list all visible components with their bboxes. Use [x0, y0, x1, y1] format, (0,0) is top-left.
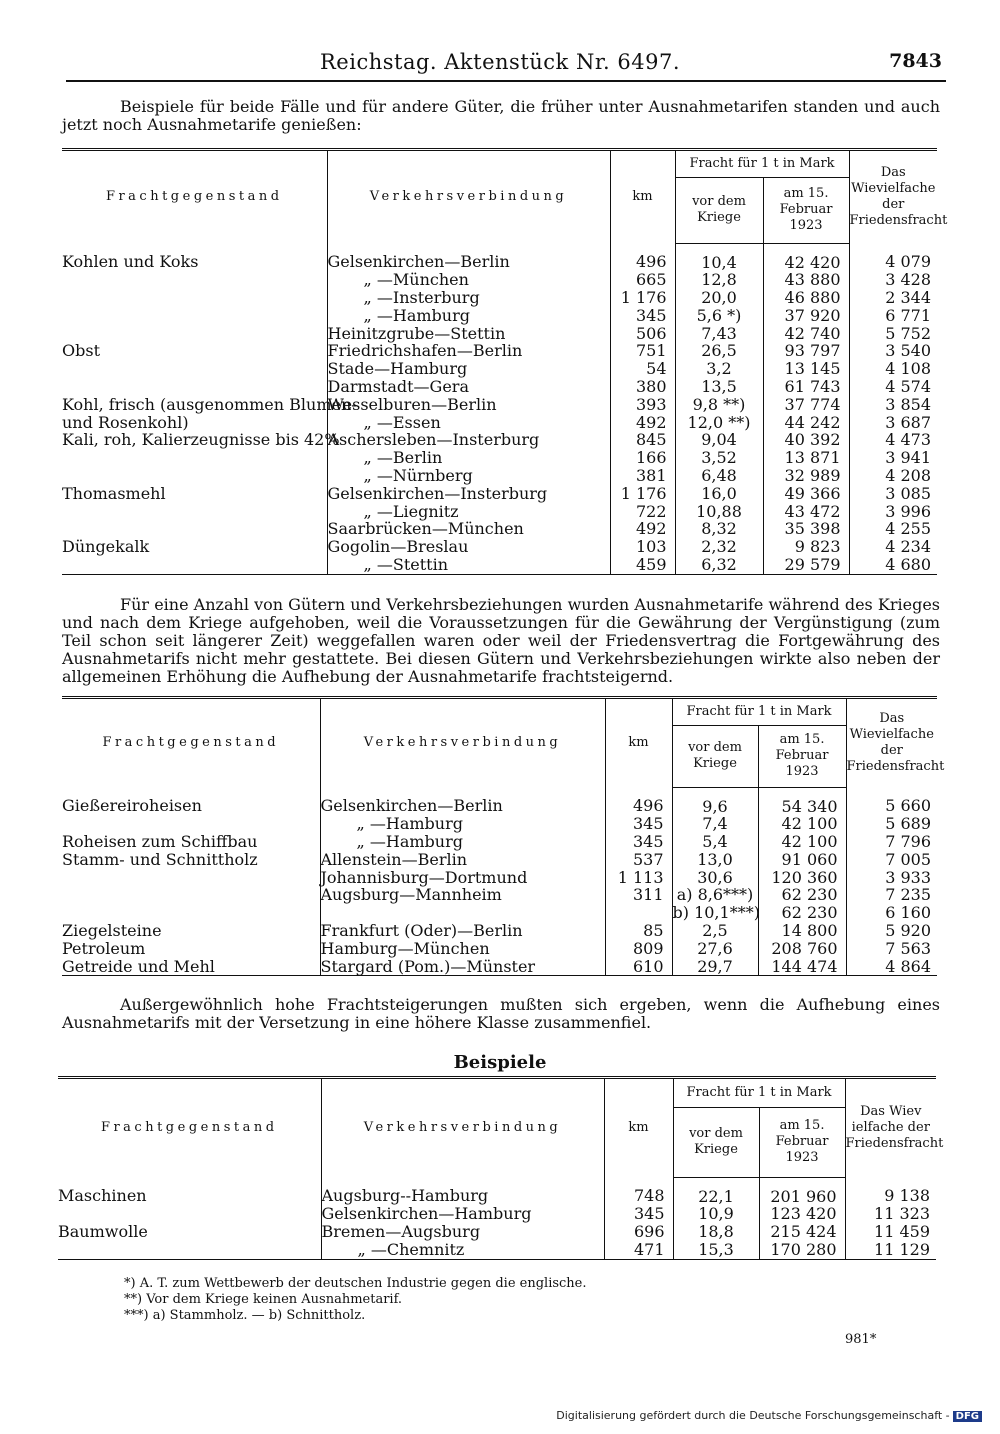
table-row [62, 869, 937, 887]
cell-route: „ —Hamburg [320, 815, 605, 833]
cell-route [320, 904, 605, 922]
lower-text: Außergewöhnlich hohe Frachtsteigerungen mußten sich ergeben, wenn die Aufhebung eines Ausnahmetarifs mit der Versetzung in eine höhere Klasse zusammenfiel. [62, 995, 940, 1032]
cell-good [62, 869, 320, 887]
cell-km: 345 [605, 815, 672, 833]
cell-good [62, 503, 327, 521]
cell-km: 345 [605, 833, 672, 851]
cell-feb1923: 208 760 [758, 940, 846, 958]
credit-text: Digitalisierung gefördert durch die Deutsche Forschungsgemeinschaft - [556, 1409, 950, 1422]
cell-km: 381 [610, 467, 675, 485]
cell-prewar: 26,5 [675, 342, 763, 360]
col-header-km: km [610, 150, 675, 244]
cell-good: Baumwolle [58, 1222, 148, 1242]
cell-good: Kohlen und Koks [62, 252, 199, 271]
cell-prewar: 10,4 [675, 243, 763, 271]
col-header-freight: Fracht für 1 t in Mark [675, 150, 849, 178]
cell-prewar: 8,32 [675, 520, 763, 538]
table-row [62, 922, 937, 940]
table-row [62, 342, 937, 360]
cell-good: Kohl, frisch (ausgenommen Blumen- [62, 394, 357, 414]
cell-multiple: 7 235 [846, 886, 937, 904]
cell-feb1923: 123 420 [759, 1205, 845, 1223]
cell-feb1923: 201 960 [759, 1177, 845, 1205]
cell-route: „ —Berlin [327, 449, 610, 467]
cell-multiple: 3 996 [849, 503, 937, 521]
cell-route: „ —Hamburg [327, 307, 610, 325]
cell-prewar: 15,3 [673, 1241, 759, 1259]
col-header-feb1923: am 15. Februar 1923 [763, 178, 849, 244]
cell-good [62, 556, 327, 574]
cell-prewar: 18,8 [673, 1223, 759, 1241]
table-row [62, 815, 937, 833]
col-header-prewar: vor dem Kriege [673, 1108, 759, 1178]
cell-good [62, 289, 327, 307]
cell-multiple: 5 689 [846, 815, 937, 833]
cell-good: und Rosenkohl) [62, 412, 189, 432]
col-header-multiple: Das Wievielfache der Friedensfracht [846, 698, 937, 788]
cell-route: „ —München [327, 271, 610, 289]
cell-multiple: 9 138 [845, 1177, 936, 1205]
cell-route: Stade—Hamburg [327, 360, 610, 378]
cell-route: Heinitzgrube—Stettin [327, 325, 610, 343]
table-row [62, 886, 937, 904]
cell-good: Gießereiroheisen [62, 796, 202, 815]
cell-prewar: 12,8 [675, 271, 763, 289]
cell-prewar: 3,52 [675, 449, 763, 467]
cell-km: 1 176 [610, 289, 675, 307]
table-row [62, 538, 937, 556]
cell-good [62, 271, 327, 289]
cell-km: 393 [610, 396, 675, 414]
table-row [62, 556, 937, 574]
table-row [62, 378, 937, 396]
cell-prewar: 12,0 **) [675, 414, 763, 432]
cell-route: „ —Liegnitz [327, 503, 610, 521]
cell-route: Gelsenkirchen—Hamburg [321, 1205, 604, 1223]
col-header-multiple: Das Wievielfache der Friedensfracht [849, 150, 937, 244]
examples-title: Beispiele [453, 1052, 547, 1073]
cell-feb1923: 43 472 [763, 503, 849, 521]
col-header-route: Verkehrsverbindung [320, 698, 605, 788]
cell-good [62, 449, 327, 467]
cell-route: „ —Insterburg [327, 289, 610, 307]
cell-feb1923: 42 740 [763, 325, 849, 343]
cell-feb1923: 62 230 [758, 886, 846, 904]
cell-multiple: 11 459 [845, 1223, 936, 1241]
cell-multiple: 3 428 [849, 271, 937, 289]
cell-feb1923: 62 230 [758, 904, 846, 922]
cell-route: Allenstein—Berlin [320, 851, 605, 869]
cell-route: Stargard (Pom.)—Münster [320, 958, 605, 976]
cell-feb1923: 120 360 [758, 869, 846, 887]
freight-table-1 [62, 148, 948, 575]
cell-good [62, 886, 320, 904]
cell-km: 665 [610, 271, 675, 289]
cell-route: Gelsenkirchen—Insterburg [327, 485, 610, 503]
table-row [62, 940, 937, 958]
cell-multiple: 7 005 [846, 851, 937, 869]
cell-multiple: 4 208 [849, 467, 937, 485]
cell-multiple: 4 108 [849, 360, 937, 378]
table-row [62, 431, 937, 449]
cell-prewar: 13,5 [675, 378, 763, 396]
col-header-route: Verkehrsverbindung [321, 1078, 604, 1178]
cell-prewar: 2,5 [672, 922, 758, 940]
col-header-km: km [604, 1078, 673, 1178]
table-row [62, 485, 937, 503]
cell-route: Gogolin—Breslau [327, 538, 610, 556]
intro-paragraph [62, 98, 940, 134]
cell-multiple: 7 796 [846, 833, 937, 851]
cell-km: 54 [610, 360, 675, 378]
cell-route: Gelsenkirchen—Berlin [327, 243, 610, 271]
cell-km: 809 [605, 940, 672, 958]
cell-good [62, 360, 327, 378]
cell-feb1923: 13 871 [763, 449, 849, 467]
cell-feb1923: 42 420 [763, 243, 849, 271]
cell-multiple: 6 160 [846, 904, 937, 922]
cell-km: 496 [610, 243, 675, 271]
cell-prewar: 7,4 [672, 815, 758, 833]
cell-good [58, 1241, 321, 1259]
table-row [62, 467, 937, 485]
cell-prewar: 30,6 [672, 869, 758, 887]
table-row [58, 1205, 936, 1223]
cell-multiple: 3 085 [849, 485, 937, 503]
cell-good [62, 325, 327, 343]
table-row [62, 271, 937, 289]
cell-prewar: 10,9 [673, 1205, 759, 1223]
table-row [58, 1177, 936, 1205]
cell-feb1923: 170 280 [759, 1241, 845, 1259]
cell-km: 492 [610, 414, 675, 432]
cell-multiple: 4 680 [849, 556, 937, 574]
cell-km: 696 [604, 1223, 673, 1241]
cell-feb1923: 9 823 [763, 538, 849, 556]
col-header-freight: Fracht für 1 t in Mark [672, 698, 846, 726]
table-row [62, 307, 937, 325]
table-row [58, 1223, 936, 1241]
cell-prewar: 9,6 [672, 787, 758, 815]
cell-feb1923: 13 145 [763, 360, 849, 378]
col-header-prewar: vor dem Kriege [675, 178, 763, 244]
table-row [62, 833, 937, 851]
cell-route: „ —Chemnitz [321, 1241, 604, 1259]
cell-good: Roheisen zum Schiffbau [62, 832, 258, 852]
cell-feb1923: 61 743 [763, 378, 849, 396]
cell-km: 1 176 [610, 485, 675, 503]
table-row [62, 243, 937, 271]
freight-table-3 [58, 1076, 944, 1260]
cell-route: „ —Essen [327, 414, 610, 432]
cell-km [605, 904, 672, 922]
cell-km: 537 [605, 851, 672, 869]
cell-multiple: 3 941 [849, 449, 937, 467]
printer-signature: 981* [845, 1332, 877, 1347]
page-title: Reichstag. Aktenstück Nr. 6497. [319, 50, 681, 74]
cell-feb1923: 35 398 [763, 520, 849, 538]
cell-good: Getreide und Mehl [62, 958, 320, 976]
table-row [62, 396, 937, 414]
table-row [62, 414, 937, 432]
col-header-km: km [605, 698, 672, 788]
cell-feb1923: 37 920 [763, 307, 849, 325]
cell-prewar: 22,1 [673, 1177, 759, 1205]
table-row [62, 958, 937, 976]
cell-good: Kali, roh, Kalierzeugnisse bis 42% [62, 430, 340, 450]
cell-km: 751 [610, 342, 675, 360]
cell-km: 845 [610, 431, 675, 449]
cell-prewar: 9,04 [675, 431, 763, 449]
cell-km: 345 [604, 1205, 673, 1223]
dfg-logo: DFG [953, 1411, 982, 1422]
col-header-prewar: vor dem Kriege [672, 726, 758, 788]
cell-good: Thomasmehl [62, 483, 166, 503]
cell-feb1923: 91 060 [758, 851, 846, 869]
cell-km: 85 [605, 922, 672, 940]
cell-km: 506 [610, 325, 675, 343]
intro-text: Beispiele für beide Fälle und für andere Güter, die früher unter Ausnahmetarifen standen und auch jetzt noch Ausnahmetarife genießen: [62, 97, 940, 134]
cell-prewar: 3,2 [675, 360, 763, 378]
cell-good [62, 520, 327, 538]
col-header-good: Frachtgegenstand [62, 698, 320, 788]
cell-good: Petroleum [62, 938, 146, 958]
cell-multiple: 5 920 [846, 922, 937, 940]
cell-route: Saarbrücken—München [327, 520, 610, 538]
cell-km: 1 113 [605, 869, 672, 887]
cell-multiple: 6 771 [849, 307, 937, 325]
cell-good [58, 1205, 321, 1223]
cell-multiple: 4 234 [849, 538, 937, 556]
cell-km: 471 [604, 1241, 673, 1259]
cell-feb1923: 93 797 [763, 342, 849, 360]
cell-route: Wesselburen—Berlin [327, 396, 610, 414]
cell-prewar: 20,0 [675, 289, 763, 307]
cell-multiple: 7 563 [846, 940, 937, 958]
cell-km: 610 [605, 958, 672, 976]
footnote-1: *) A. T. zum Wettbewerb der deutschen Industrie gegen die englische. [124, 1276, 587, 1291]
middle-text: Für eine Anzahl von Gütern und Verkehrsbeziehungen wurden Ausnahmetarife während des Krieges und nach dem Kriege aufgehoben, weil die Voraussetzungen für die Gewährung der Vergünstigung (zum Teil schon seit längerer Zeit) weggefallen waren oder weil der Friedensvertrag die Fortgewährung des Ausnahmetarifs nicht mehr gestattete. Bei diesen Gütern und Verkehrsbeziehungen wirkte also neben der allgemeinen Erhöhung die Aufhebung der Ausnahmetarife frachtsteigernd. [62, 595, 940, 686]
cell-multiple: 11 323 [845, 1205, 936, 1223]
cell-multiple: 2 344 [849, 289, 937, 307]
cell-km: 166 [610, 449, 675, 467]
page-number: 7843 [889, 50, 942, 72]
cell-km: 492 [610, 520, 675, 538]
table-row [62, 360, 937, 378]
col-header-feb1923: am 15. Februar 1923 [758, 726, 846, 788]
cell-km: 748 [604, 1177, 673, 1205]
cell-prewar: 29,7 [672, 958, 758, 976]
table-row [62, 904, 937, 922]
cell-feb1923: 144 474 [758, 958, 846, 976]
cell-feb1923: 46 880 [763, 289, 849, 307]
cell-route: Darmstadt—Gera [327, 378, 610, 396]
cell-prewar: 2,32 [675, 538, 763, 556]
cell-route: „ —Hamburg [320, 833, 605, 851]
cell-feb1923: 32 989 [763, 467, 849, 485]
cell-prewar: 13,0 [672, 851, 758, 869]
freight-table-2 [62, 696, 945, 976]
cell-km: 496 [605, 787, 672, 815]
cell-multiple: 3 687 [849, 414, 937, 432]
cell-multiple: 11 129 [845, 1241, 936, 1259]
cell-feb1923: 42 100 [758, 833, 846, 851]
cell-prewar: 6,48 [675, 467, 763, 485]
cell-prewar: 10,88 [675, 503, 763, 521]
cell-good: Ziegelsteine [62, 921, 162, 941]
cell-km: 459 [610, 556, 675, 574]
table-row [62, 503, 937, 521]
table-row [58, 1241, 936, 1259]
cell-route: Augsburg—Mannheim [320, 886, 605, 904]
cell-prewar: 7,43 [675, 325, 763, 343]
cell-good [62, 467, 327, 485]
cell-route: Aschersleben—Insterburg [327, 431, 610, 449]
col-header-freight: Fracht für 1 t in Mark [673, 1078, 845, 1108]
cell-route: Hamburg—München [320, 940, 605, 958]
footnote-3: ***) a) Stammholz. — b) Schnittholz. [124, 1308, 366, 1323]
col-header-multiple: Das Wiev ielfache der Friedensfracht [845, 1078, 936, 1178]
cell-feb1923: 42 100 [758, 815, 846, 833]
cell-multiple: 4 864 [846, 958, 937, 976]
cell-feb1923: 14 800 [758, 922, 846, 940]
cell-good: Maschinen [58, 1186, 147, 1205]
cell-feb1923: 37 774 [763, 396, 849, 414]
cell-prewar: b) 10,1***) [672, 903, 760, 923]
col-header-feb1923: am 15. Februar 1923 [759, 1108, 845, 1178]
cell-route: „ —Nürnberg [327, 467, 610, 485]
table-row [62, 289, 937, 307]
cell-multiple: 4 255 [849, 520, 937, 538]
cell-km: 311 [605, 886, 672, 904]
cell-prewar: 5,4 [672, 833, 758, 851]
cell-km: 722 [610, 503, 675, 521]
cell-route: Johannisburg—Dortmund [320, 869, 605, 887]
table-row [62, 787, 937, 815]
cell-prewar: 6,32 [675, 556, 763, 574]
cell-multiple: 5 752 [849, 325, 937, 343]
footnote-2: **) Vor dem Kriege keinen Ausnahmetarif. [124, 1292, 403, 1307]
cell-good [62, 815, 320, 833]
cell-multiple: 4 079 [849, 243, 937, 271]
cell-km: 103 [610, 538, 675, 556]
cell-feb1923: 44 242 [763, 414, 849, 432]
cell-good: Obst [62, 341, 100, 361]
cell-prewar: 5,6 *) [675, 307, 763, 325]
cell-feb1923: 40 392 [763, 431, 849, 449]
cell-feb1923: 29 579 [763, 556, 849, 574]
cell-multiple: 4 473 [849, 431, 937, 449]
cell-good [62, 904, 320, 922]
col-header-good: Frachtgegenstand [62, 150, 327, 244]
middle-paragraph [62, 596, 940, 686]
table-row [62, 520, 937, 538]
cell-km: 345 [610, 307, 675, 325]
cell-feb1923: 49 366 [763, 485, 849, 503]
cell-route: Bremen—Augsburg [321, 1223, 604, 1241]
table-row [62, 851, 937, 869]
table-row [62, 325, 937, 343]
cell-feb1923: 43 880 [763, 271, 849, 289]
table-row [62, 449, 937, 467]
cell-route: Friedrichshafen—Berlin [327, 342, 610, 360]
cell-multiple: 3 540 [849, 342, 937, 360]
cell-route: Augsburg--Hamburg [321, 1177, 604, 1205]
lower-paragraph [62, 996, 940, 1032]
cell-km: 380 [610, 378, 675, 396]
cell-multiple: 4 574 [849, 378, 937, 396]
cell-route: Gelsenkirchen—Berlin [320, 787, 605, 815]
cell-route: „ —Stettin [327, 556, 610, 574]
cell-multiple: 3 933 [846, 869, 937, 887]
footnotes [124, 1276, 587, 1324]
cell-good: Stamm- und Schnittholz [62, 849, 258, 869]
cell-feb1923: 54 340 [758, 787, 846, 815]
cell-feb1923: 215 424 [759, 1223, 845, 1241]
cell-prewar: 27,6 [672, 940, 758, 958]
cell-multiple: 5 660 [846, 787, 937, 815]
cell-good [62, 378, 327, 396]
digitization-credit [556, 1409, 982, 1422]
cell-multiple: 3 854 [849, 396, 937, 414]
cell-prewar: 16,0 [675, 485, 763, 503]
cell-good: Düngekalk [62, 537, 150, 557]
header-rule [66, 80, 946, 82]
cell-good [62, 307, 327, 325]
cell-route: Frankfurt (Oder)—Berlin [320, 922, 605, 940]
cell-prewar: a) 8,6***) [672, 886, 758, 904]
col-header-route: Verkehrsverbindung [327, 150, 610, 244]
col-header-good: Frachtgegenstand [58, 1078, 321, 1178]
cell-prewar: 9,8 **) [675, 396, 763, 414]
